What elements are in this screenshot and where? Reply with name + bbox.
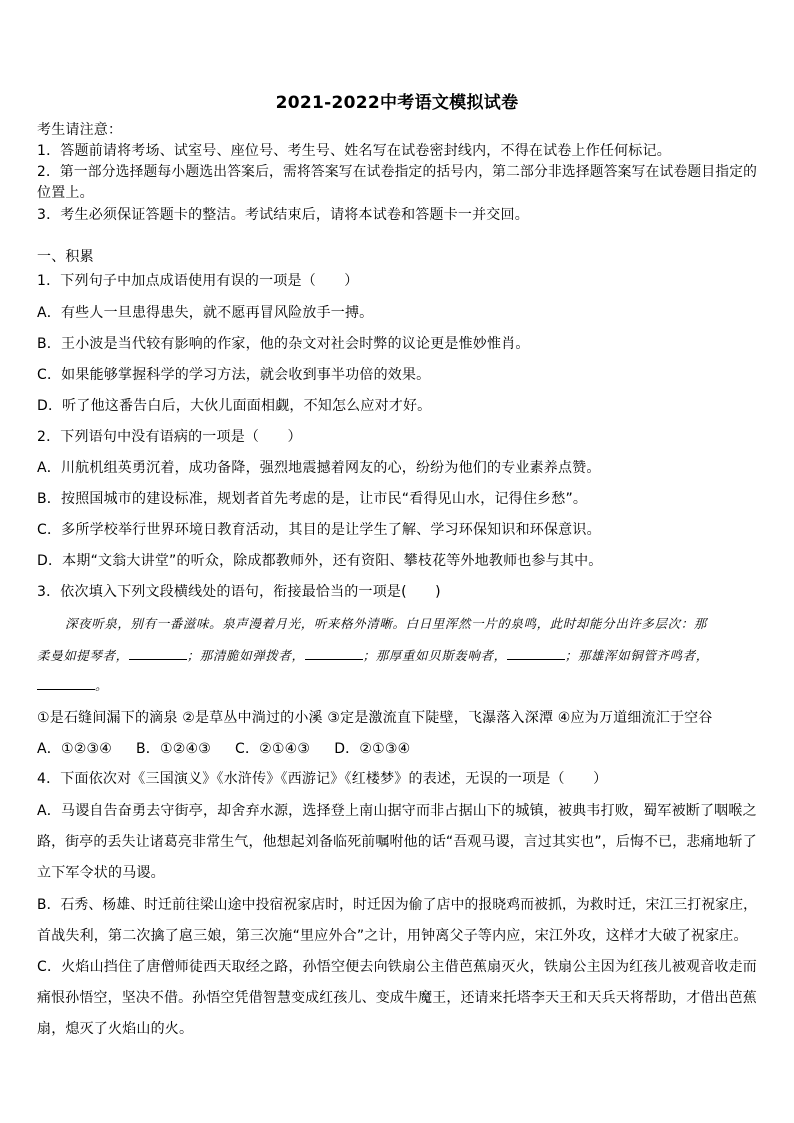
question-stem: 1．下列句子中加点成语使用有误的一项是（ ） — [37, 273, 359, 289]
question-stem: 2．下列语句中没有语病的一项是（ ） — [37, 429, 302, 445]
fill-blank — [129, 647, 187, 660]
q4-option-c-line: C．火焰山挡住了唐僧师徒西天取经之路，孙悟空便去向铁扇公主借芭蕉扇灭火，铁扇公主因为红孩儿被观音收走而 — [37, 959, 757, 975]
passage-text: ；那厚重如贝斯轰响者， — [362, 648, 507, 663]
fill-blank — [37, 677, 95, 690]
passage-text: ；那清脆如弹拨者， — [186, 648, 305, 663]
q2-option-b: B．按照国城市的建设标准，规划者首先考虑的是，让市民“看得见山水，记得住乡愁”。 — [37, 491, 588, 507]
q1-option-a: A．有些人一旦患得患失，就不愿再冒风险放手一搏。 — [37, 305, 374, 321]
q3-passage-line — [37, 677, 108, 695]
q4-option-b-line: B．石秀、杨雄、时迁前往梁山途中投宿祝家店时，时迁因为偷了店中的报晓鸡而被抓，为救时迁，宋江三打祝家庄， — [37, 897, 758, 913]
q1-option-b: B．王小波是当代较有影响的作家，他的杂文对社会时弊的议论更是惟妙惟肖。 — [37, 336, 530, 352]
page-title: 2021-2022中考语文模拟试卷 — [275, 93, 519, 113]
q3-passage-line: 深夜听泉，别有一番滋味。泉声漫着月光，听来格外清晰。白日里浑然一片的泉鸣，此时却能分出许多层次：那 — [65, 616, 707, 631]
q2-option-d: D．本期“文翁大讲堂”的听众，除成都教师外，还有资阳、攀枝花等外地教师也参与其中。 — [37, 553, 603, 569]
q4-option-a-line: 路，街亭的丢失让诸葛亮非常生气，他想起刘备临死前嘱咐他的话“吾观马谡，言过其实也”，后悔不已，悲痛地斩了 — [37, 834, 757, 850]
q3-option-b: B．①②④③ — [135, 741, 211, 757]
question-stem: 3．依次填入下列文段横线处的语句，衔接最恰当的一项是( ) — [37, 584, 441, 600]
passage-text: ；那雄浑如铜管齐鸣者， — [564, 648, 709, 663]
q3-choices: ①是石缝间漏下的滴泉 ②是草丛中淌过的小溪 ③定是激流直下陡壁，飞瀑落入深潭 ④应为万道细流汇于空谷 — [37, 710, 713, 726]
passage-text: 。 — [95, 678, 109, 693]
notice-item: 2．第一部分选择题每小题选出答案后，需将答案写在试卷指定的括号内，第二部分非选择题答案写在试卷题目指定的 — [37, 164, 758, 180]
notice-item: 3．考生必须保证答题卡的整洁。考试结束后，请将本试卷和答题卡一并交回。 — [37, 207, 529, 223]
q3-options — [37, 740, 434, 758]
q4-option-b-line: 首战失利，第二次擒了扈三娘，第三次施“里应外合”之计，用钟离父子等内应，宋江外攻，这样才大破了祝家庄。 — [37, 928, 748, 944]
q2-option-a: A．川航机组英勇沉着，成功备降，强烈地震撼着网友的心，纷纷为他们的专业素养点赞。 — [37, 460, 601, 476]
q1-option-c: C．如果能够掌握科学的学习方法，就会收到事半功倍的效果。 — [37, 367, 431, 383]
q1-option-d: D．听了他这番告白后，大伙儿面面相觑，不知怎么应对才好。 — [37, 398, 432, 414]
q4-option-c-line: 扇，熄灭了火焰山的火。 — [37, 1021, 194, 1037]
q3-option-d: D．②①③④ — [334, 741, 411, 757]
q4-option-a-line: A．马谡自告奋勇去守街亭，却舍弃水源，选择登上南山据守而非占据山下的城镇，被典韦打败，蜀军被断了咽喉之 — [37, 803, 757, 819]
notice-heading: 考生请注意： — [37, 122, 123, 138]
passage-text: 柔曼如提琴者， — [37, 648, 129, 663]
q4-option-a-line: 立下军令状的马谡。 — [37, 865, 165, 881]
q2-option-c: C．多所学校举行世界环境日教育活动，其目的是让学生了解、学习环保知识和环保意识。 — [37, 522, 601, 538]
notice-item: 位置上。 — [37, 185, 94, 201]
question-stem: 4．下面依次对《三国演义》《水浒传》《西游记》《红楼梦》的表述，无误的一项是（ ） — [37, 771, 608, 787]
fill-blank — [305, 647, 363, 660]
fill-blank — [507, 647, 565, 660]
notice-item: 1．答题前请将考场、试室号、座位号、考生号、姓名写在试卷密封线内，不得在试卷上作任何标记。 — [37, 143, 671, 159]
q3-passage-line — [37, 647, 709, 665]
q4-option-c-line: 痛恨孙悟空，坚决不借。孙悟空凭借智慧变成红孩儿、变成牛魔王，还请来托塔李天王和天兵天将帮助，才借出芭蕉 — [37, 990, 757, 1006]
section-heading: 一、积累 — [37, 249, 94, 265]
q3-option-c: C．②①④③ — [235, 741, 311, 757]
q3-option-a: A．①②③④ — [37, 741, 112, 757]
